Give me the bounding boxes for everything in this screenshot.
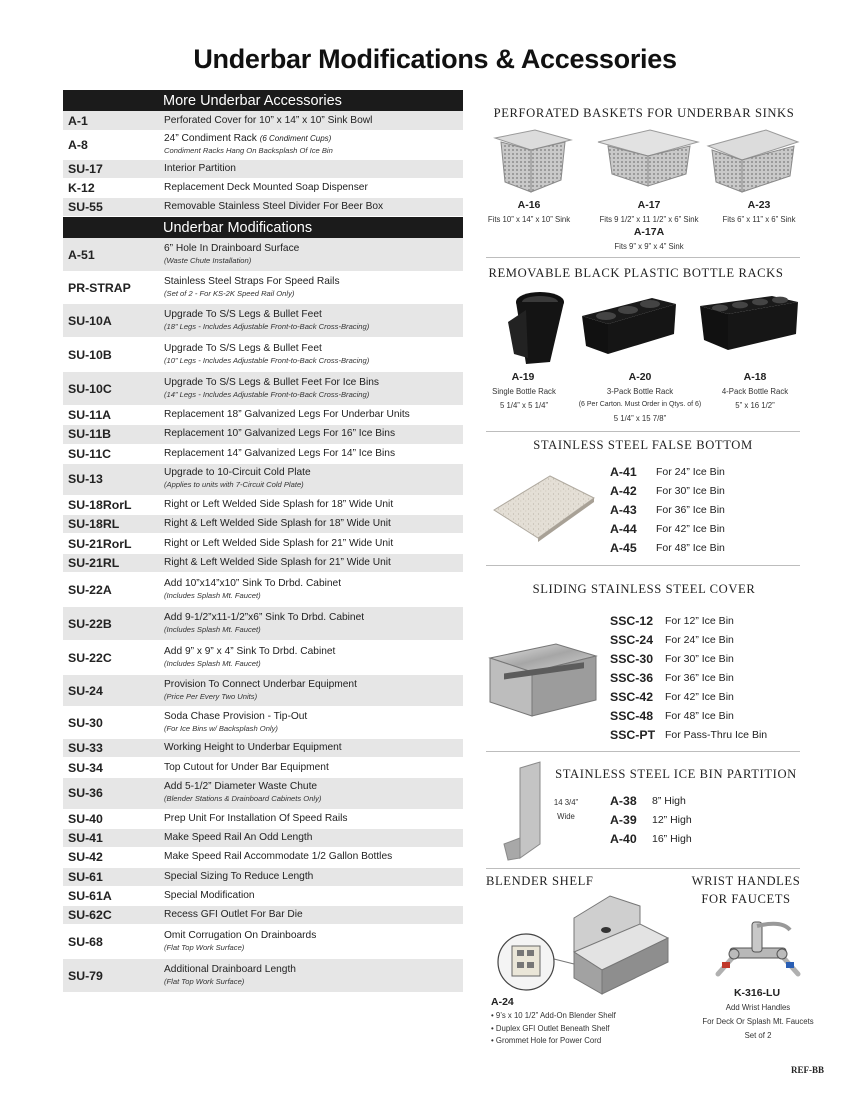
table-row bbox=[63, 238, 463, 272]
sliding-cover-item bbox=[610, 709, 734, 723]
row-code: SU-10C bbox=[68, 381, 112, 396]
row-code: SU-10A bbox=[68, 313, 112, 328]
false-bottom-item bbox=[610, 522, 725, 536]
modifications-list bbox=[63, 238, 463, 993]
table-row bbox=[63, 406, 463, 425]
table-row bbox=[63, 707, 463, 739]
row-description bbox=[164, 243, 463, 267]
row-description bbox=[164, 409, 463, 421]
row-code: SU-30 bbox=[68, 715, 103, 730]
partition-code: A-40 bbox=[610, 832, 637, 846]
row-desc-main: Soda Chase Provision - Tip-Out bbox=[164, 710, 308, 722]
row-code: SU-10B bbox=[68, 347, 112, 362]
row-description bbox=[164, 467, 463, 491]
row-desc-main: Stainless Steel Straps For Speed Rails bbox=[164, 275, 340, 287]
row-code: SU-21RL bbox=[68, 555, 120, 570]
row-desc-main: Add 5-1/2” Diameter Waste Chute bbox=[164, 781, 318, 793]
row-desc-main: Removable Stainless Steel Divider For Beer Box bbox=[164, 201, 384, 212]
table-row bbox=[63, 272, 463, 304]
row-code: K-12 bbox=[68, 181, 95, 195]
row-description bbox=[164, 448, 463, 460]
row-description bbox=[164, 309, 463, 333]
false-bottom-code: A-44 bbox=[610, 522, 637, 536]
row-note: (6 Condiment Cups) bbox=[259, 134, 332, 143]
row-description bbox=[164, 832, 463, 844]
row-desc-main: Additional Drainboard Length bbox=[164, 963, 296, 975]
basket-a17-fits: Fits 9 1/2” x 11 1/2” x 6” Sink bbox=[599, 215, 699, 224]
row-description bbox=[164, 964, 463, 988]
sliding-cover-desc: For 36” Ice Bin bbox=[665, 672, 734, 684]
table-row bbox=[63, 160, 463, 179]
blender-shelf-image bbox=[490, 890, 674, 996]
partition-width: 14 3/4” bbox=[553, 798, 579, 807]
row-desc-sub: (Applies to units with 7-Circuit Cold Plate) bbox=[164, 480, 304, 490]
blender-bullet: • Duplex GFI Outlet Beneath Shelf bbox=[491, 1023, 610, 1033]
row-desc-main: Add 10”x14”x10” Sink To Drbd. Cabinet bbox=[164, 577, 342, 589]
row-description bbox=[164, 343, 463, 367]
blender-bullets bbox=[491, 1010, 616, 1048]
sliding-cover-code: SSC-48 bbox=[610, 709, 654, 723]
row-desc-main: Right & Left Welded Side Splash for 21” Wide Unit bbox=[164, 556, 391, 568]
table-row bbox=[63, 515, 463, 534]
false-bottom-image bbox=[492, 472, 596, 542]
row-desc-main: Prep Unit For Installation Of Speed Rails bbox=[164, 812, 348, 824]
row-description bbox=[164, 871, 463, 883]
row-description bbox=[164, 538, 463, 550]
basket-a17-code: A-17 bbox=[637, 199, 661, 211]
row-desc-main: 6” Hole In Drainboard Surface bbox=[164, 242, 300, 254]
row-description bbox=[164, 201, 463, 213]
rack-a20-size: 5 1/4” x 15 7/8” bbox=[613, 414, 667, 423]
row-desc-main: Omit Corrugation On Drainboards bbox=[164, 929, 317, 941]
row-description bbox=[164, 578, 463, 602]
false-bottom-item bbox=[610, 465, 725, 479]
row-desc-sub: (Includes Splash Mt. Faucet) bbox=[164, 658, 261, 668]
baskets-title: PERFORATED BASKETS FOR UNDERBAR SINKS bbox=[493, 106, 795, 120]
false-bottom-desc: For 24” Ice Bin bbox=[656, 466, 725, 478]
row-desc-main: Right or Left Welded Side Splash for 18” Wide Unit bbox=[164, 499, 394, 511]
basket-a17a-fits: Fits 9” x 9” x 4” Sink bbox=[614, 242, 684, 251]
row-desc-sub: (Set of 2 - For KS-2K Speed Rail Only) bbox=[164, 288, 295, 298]
false-bottom-title: STAINLESS STEEL FALSE BOTTOM bbox=[533, 438, 753, 452]
modifications-header bbox=[63, 217, 463, 238]
sliding-cover-title: SLIDING STAINLESS STEEL COVER bbox=[532, 582, 756, 596]
rack-a18-image bbox=[698, 294, 800, 354]
row-description bbox=[164, 377, 463, 401]
divider bbox=[486, 868, 800, 869]
row-description bbox=[164, 781, 463, 805]
divider bbox=[486, 565, 800, 566]
row-code: PR-STRAP bbox=[68, 280, 131, 295]
row-desc-sub: (Flat Top Work Surface) bbox=[164, 976, 245, 986]
row-code: SU-62C bbox=[68, 908, 112, 923]
row-code: SU-24 bbox=[68, 683, 103, 698]
table-row bbox=[63, 372, 463, 406]
rack-a19-size: 5 1/4” x 5 1/4” bbox=[499, 401, 549, 410]
row-description bbox=[164, 163, 463, 175]
row-code: SU-36 bbox=[68, 786, 103, 801]
table-row bbox=[63, 607, 463, 641]
wrist-line3: Set of 2 bbox=[744, 1031, 772, 1040]
sliding-cover-desc: For Pass-Thru Ice Bin bbox=[665, 729, 768, 741]
row-desc-main: Upgrade To S/S Legs & Bullet Feet For Ice Bins bbox=[164, 376, 379, 388]
table-row bbox=[63, 573, 463, 607]
row-code: SU-22B bbox=[68, 616, 112, 631]
table-row bbox=[63, 959, 463, 993]
row-desc-main: Working Height to Underbar Equipment bbox=[164, 742, 342, 754]
false-bottom-desc: For 30” Ice Bin bbox=[656, 485, 725, 497]
modifications-heading: Underbar Modifications bbox=[163, 219, 313, 236]
accessories-list bbox=[63, 111, 463, 217]
sliding-cover-item bbox=[610, 690, 734, 704]
table-row bbox=[63, 534, 463, 553]
rack-a18-code: A-18 bbox=[743, 371, 767, 383]
partition-item bbox=[610, 813, 692, 827]
false-bottom-code: A-42 bbox=[610, 484, 637, 498]
partition-item bbox=[610, 794, 686, 808]
row-code: SU-22C bbox=[68, 650, 112, 665]
false-bottom-desc: For 42” Ice Bin bbox=[656, 523, 725, 535]
row-desc-main: Make Speed Rail An Odd Length bbox=[164, 832, 313, 844]
sliding-cover-item bbox=[610, 652, 734, 666]
row-desc-main: Interior Partition bbox=[164, 163, 236, 174]
row-desc-main: Add 9-1/2”x11-1/2”x6” Sink To Drbd. Cabinet bbox=[164, 611, 365, 623]
rack-a20-image bbox=[580, 296, 678, 358]
racks-title: REMOVABLE BLACK PLASTIC BOTTLE RACKS bbox=[488, 266, 784, 280]
basket-a23-code: A-23 bbox=[747, 199, 771, 211]
wrist-line1: Add Wrist Handles bbox=[725, 1003, 791, 1012]
row-description bbox=[164, 851, 463, 863]
table-row bbox=[63, 778, 463, 810]
row-code: SU-61 bbox=[68, 869, 103, 884]
divider bbox=[486, 431, 800, 432]
partition-desc: 12” High bbox=[652, 814, 692, 826]
table-row bbox=[63, 868, 463, 887]
row-code: SU-68 bbox=[68, 934, 103, 949]
sliding-cover-code: SSC-PT bbox=[610, 728, 656, 742]
row-code: SU-11A bbox=[68, 408, 112, 423]
row-description bbox=[164, 557, 463, 569]
sliding-cover-code: SSC-12 bbox=[610, 614, 654, 628]
sliding-cover-desc: For 24” Ice Bin bbox=[665, 634, 734, 646]
false-bottom-desc: For 48” Ice Bin bbox=[656, 542, 725, 554]
divider bbox=[486, 751, 800, 752]
row-code: SU-40 bbox=[68, 811, 103, 826]
row-code: SU-21RorL bbox=[68, 536, 132, 551]
table-row bbox=[63, 887, 463, 906]
table-row bbox=[63, 758, 463, 777]
page-title: Underbar Modifications & Accessories bbox=[193, 44, 677, 74]
row-desc-main: Upgrade to 10-Circuit Cold Plate bbox=[164, 467, 311, 479]
row-desc-main: Special Sizing To Reduce Length bbox=[164, 870, 314, 882]
partition-width-word: Wide bbox=[557, 812, 575, 821]
row-code: SU-33 bbox=[68, 741, 103, 756]
basket-a16-code: A-16 bbox=[517, 199, 541, 211]
row-description bbox=[164, 133, 463, 157]
row-desc-main: Make Speed Rail Accommodate 1/2 Gallon Bottles bbox=[164, 851, 393, 863]
false-bottom-code: A-45 bbox=[610, 541, 637, 555]
table-row bbox=[63, 906, 463, 925]
row-description bbox=[164, 909, 463, 921]
table-row bbox=[63, 554, 463, 573]
basket-a17a-code: A-17A bbox=[633, 226, 665, 238]
faucet-image bbox=[712, 918, 802, 986]
table-row bbox=[63, 111, 463, 131]
rack-a19-image bbox=[500, 288, 566, 368]
row-code: SU-42 bbox=[68, 850, 103, 865]
row-code: A-8 bbox=[68, 138, 88, 152]
table-row bbox=[63, 848, 463, 867]
table-row bbox=[63, 445, 463, 464]
row-code: SU-41 bbox=[68, 831, 103, 846]
blender-title: BLENDER SHELF bbox=[486, 874, 594, 888]
row-code: SU-18RorL bbox=[68, 498, 132, 513]
rack-a20-code: A-20 bbox=[628, 371, 652, 383]
false-bottom-item bbox=[610, 503, 725, 517]
sliding-cover-item bbox=[610, 633, 734, 647]
rack-a19-name: Single Bottle Rack bbox=[492, 387, 556, 396]
row-code: A-1 bbox=[68, 113, 88, 128]
row-desc-main: Right or Left Welded Side Splash for 21” Wide Unit bbox=[164, 537, 394, 549]
false-bottom-item bbox=[610, 484, 725, 498]
partition-image bbox=[500, 760, 550, 862]
row-desc-sub: (Price Per Every Two Units) bbox=[164, 691, 258, 701]
row-desc-sub: (Includes Splash Mt. Faucet) bbox=[164, 624, 261, 634]
sliding-cover-desc: For 30” Ice Bin bbox=[665, 653, 734, 665]
partition-item bbox=[610, 832, 692, 846]
rack-a20-name: 3-Pack Bottle Rack bbox=[606, 387, 674, 396]
wrist-code: K-316-LU bbox=[733, 987, 781, 999]
sliding-cover-desc: For 48” Ice Bin bbox=[665, 710, 734, 722]
table-row bbox=[63, 675, 463, 707]
table-row bbox=[63, 829, 463, 848]
false-bottom-item bbox=[610, 541, 725, 555]
blender-bullet: • Grommet Hole for Power Cord bbox=[491, 1036, 602, 1045]
divider bbox=[486, 257, 800, 258]
row-desc-main: Perforated Cover for 10” x 14” x 10” Sink Bowl bbox=[164, 114, 373, 126]
row-description bbox=[164, 646, 463, 670]
row-code: A-51 bbox=[68, 247, 95, 262]
false-bottom-code: A-43 bbox=[610, 503, 637, 517]
table-row bbox=[63, 198, 463, 217]
table-row bbox=[63, 131, 463, 160]
wrist-line2: For Deck Or Splash Mt. Faucets bbox=[702, 1017, 814, 1026]
row-desc-sub: (For Ice Bins w/ Backsplash Only) bbox=[164, 723, 278, 733]
row-description bbox=[164, 711, 463, 735]
false-bottom-code: A-41 bbox=[610, 465, 637, 479]
row-description bbox=[164, 762, 463, 774]
row-description bbox=[164, 428, 463, 440]
false-bottom-desc: For 36” Ice Bin bbox=[656, 504, 725, 516]
rack-a18-size: 5” x 16 1/2” bbox=[735, 401, 775, 410]
row-description bbox=[164, 276, 463, 300]
row-desc-main: Upgrade To S/S Legs & Bullet Feet bbox=[164, 342, 322, 354]
partition-code: A-39 bbox=[610, 813, 637, 827]
reference-code: REF-BB bbox=[790, 1065, 824, 1075]
row-code: SU-79 bbox=[68, 968, 103, 983]
table-row bbox=[63, 810, 463, 829]
rack-a20-note: (6 Per Carton. Must Order in Qtys. of 6) bbox=[578, 401, 702, 408]
table-row bbox=[63, 496, 463, 515]
more-accessories-heading: More Underbar Accessories bbox=[163, 92, 342, 109]
basket-a23-fits: Fits 6” x 11” x 6” Sink bbox=[722, 215, 796, 224]
row-desc-sub: (Waste Chute Installation) bbox=[164, 255, 252, 265]
table-row bbox=[63, 338, 463, 372]
row-desc-main: Top Cutout for Under Bar Equipment bbox=[164, 761, 329, 773]
row-description bbox=[164, 679, 463, 703]
row-code: SU-11B bbox=[68, 427, 112, 442]
table-row bbox=[63, 179, 463, 198]
blender-bullet: • 9’s x 10 1/2” Add-On Blender Shelf bbox=[491, 1011, 616, 1020]
rack-a19-code: A-19 bbox=[511, 371, 535, 383]
row-code: SU-61A bbox=[68, 889, 112, 903]
sliding-cover-item bbox=[610, 728, 767, 742]
row-desc-sub: (Flat Top Work Surface) bbox=[164, 942, 245, 952]
row-desc-sub: (14” Legs - Includes Adjustable Front-to-Back Cross-Bracing) bbox=[164, 389, 370, 399]
basket-a16-image bbox=[491, 128, 575, 196]
row-code: SU-11C bbox=[68, 446, 112, 461]
row-desc-sub: (10” Legs - Includes Adjustable Front-to-Back Cross-Bracing) bbox=[164, 355, 370, 365]
row-desc-main: Right & Left Welded Side Splash for 18” Wide Unit bbox=[164, 518, 391, 530]
row-description bbox=[164, 890, 463, 902]
sliding-cover-image bbox=[486, 640, 598, 718]
row-description bbox=[164, 182, 463, 194]
wrist-title-2: FOR FAUCETS bbox=[701, 892, 791, 906]
row-description bbox=[164, 930, 463, 954]
row-desc-main: Replacement 14” Galvanized Legs For 14” Ice Bins bbox=[164, 447, 396, 459]
partition-code: A-38 bbox=[610, 794, 637, 808]
row-description bbox=[164, 115, 463, 127]
table-row bbox=[63, 925, 463, 959]
row-description bbox=[164, 612, 463, 636]
sliding-cover-code: SSC-36 bbox=[610, 671, 654, 685]
row-desc-sub: (Includes Splash Mt. Faucet) bbox=[164, 590, 261, 600]
row-desc-main: Upgrade To S/S Legs & Bullet Feet bbox=[164, 308, 322, 320]
row-code: SU-34 bbox=[68, 760, 103, 775]
row-desc-sub: (18” Legs - Includes Adjustable Front-to-Back Cross-Bracing) bbox=[164, 321, 370, 331]
row-code: SU-55 bbox=[68, 200, 103, 214]
sliding-cover-desc: For 12” Ice Bin bbox=[665, 615, 734, 627]
row-desc-main: Recess GFI Outlet For Bar Die bbox=[164, 909, 303, 921]
sliding-cover-code: SSC-30 bbox=[610, 652, 654, 666]
sliding-cover-item bbox=[610, 614, 734, 628]
basket-a23-image bbox=[706, 128, 800, 194]
blender-code: A-24 bbox=[491, 996, 514, 1008]
sliding-cover-code: SSC-24 bbox=[610, 633, 654, 647]
basket-a16-fits: Fits 10” x 14” x 10” Sink bbox=[487, 215, 571, 224]
partition-title: STAINLESS STEEL ICE BIN PARTITION bbox=[555, 767, 797, 781]
sliding-cover-desc: For 42” Ice Bin bbox=[665, 691, 734, 703]
row-desc-main: 24” Condiment Rack (6 Condiment Cups) bbox=[164, 133, 332, 144]
row-code: SU-17 bbox=[68, 162, 103, 176]
table-row bbox=[63, 304, 463, 338]
row-code: SU-22A bbox=[68, 582, 112, 597]
row-desc-main: Replacement 10” Galvanized Legs For 16” Ice Bins bbox=[164, 428, 396, 440]
row-code: SU-13 bbox=[68, 472, 103, 487]
row-desc-main: Provision To Connect Underbar Equipment bbox=[164, 678, 357, 690]
wrist-title-1: WRIST HANDLES bbox=[691, 874, 801, 888]
row-desc-main: Replacement Deck Mounted Soap Dispenser bbox=[164, 182, 368, 193]
row-description bbox=[164, 813, 463, 825]
basket-a17-image bbox=[596, 128, 700, 190]
row-desc-sub: Condiment Racks Hang On Backsplash Of Ice Bin bbox=[164, 146, 333, 155]
partition-desc: 8” High bbox=[652, 795, 686, 807]
partition-desc: 16” High bbox=[652, 833, 692, 845]
more-accessories-header bbox=[63, 90, 463, 111]
row-desc-main: Replacement 18” Galvanized Legs For Underbar Units bbox=[164, 409, 410, 421]
row-code: SU-18RL bbox=[68, 517, 120, 532]
row-description bbox=[164, 518, 463, 530]
row-desc-main: Add 9” x 9” x 4” Sink To Drbd. Cabinet bbox=[164, 645, 336, 657]
row-desc-main: Special Modification bbox=[164, 890, 255, 901]
table-row bbox=[63, 425, 463, 444]
sliding-cover-item bbox=[610, 671, 734, 685]
modifications-table bbox=[63, 90, 463, 993]
table-row bbox=[63, 641, 463, 675]
sliding-cover-code: SSC-42 bbox=[610, 690, 654, 704]
row-description bbox=[164, 499, 463, 511]
row-desc-sub: (Blender Stations & Drainboard Cabinets Only) bbox=[164, 794, 322, 804]
table-row bbox=[63, 464, 463, 496]
rack-a18-name: 4-Pack Bottle Rack bbox=[721, 387, 789, 396]
table-row bbox=[63, 739, 463, 758]
row-description bbox=[164, 742, 463, 754]
